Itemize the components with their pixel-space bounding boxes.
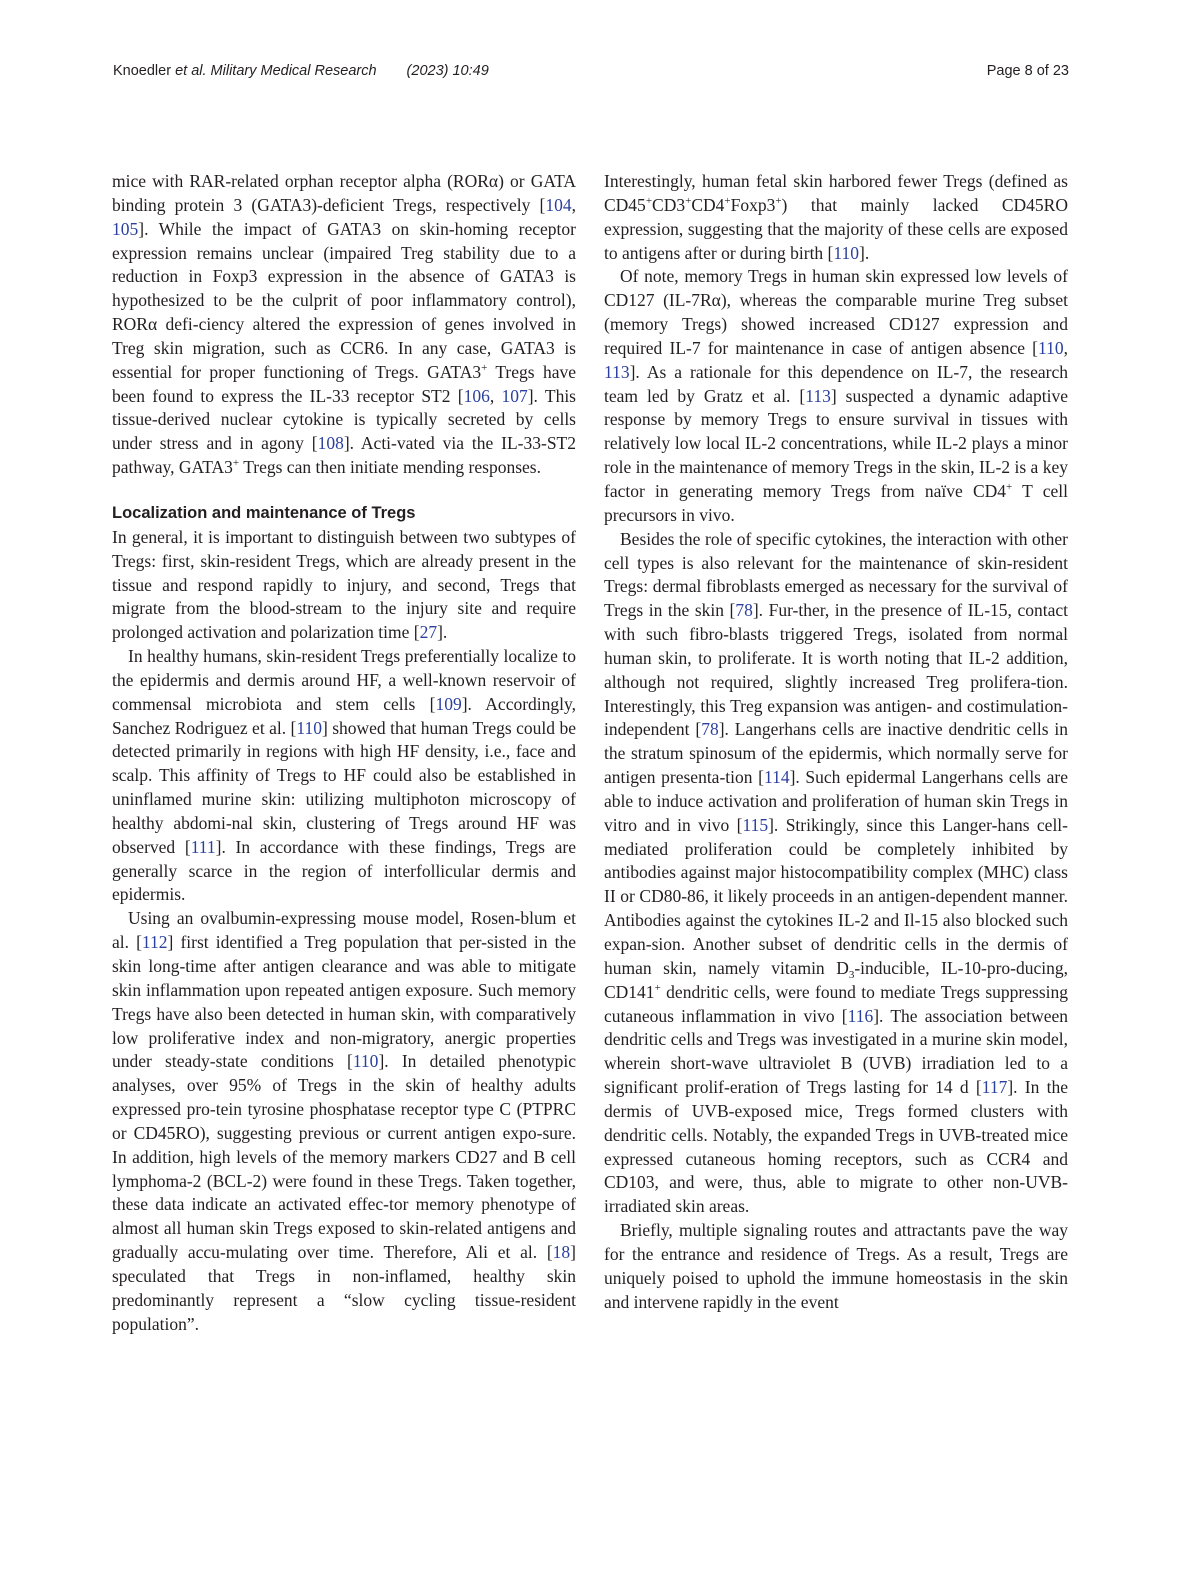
citation-link[interactable]: 115 — [742, 814, 769, 835]
citation-link[interactable]: 104 — [545, 194, 572, 215]
right-column — [604, 170, 1068, 1315]
paragraph: mice with RAR-related orphan receptor alpha (RORα) or GATA binding protein 3 (GATA3)-deficient Tregs, respectively [104, 105]. While the impact of GATA3 on skin-homing receptor expression remains unclear (impaired Treg stability due to a reduction in Foxp3 expression in the absence of GATA3 is hypothesized to be the culprit of poor inflammatory control), RORα defi-ciency altered the expression of genes involved in Treg skin migration, such as CCR6. In any case, GATA3 is essential for proper functioning of Tregs. GATA3+ Tregs have been found to express the IL-33 receptor ST2 [106, 107]. This tissue-derived nuclear cytokine is typically secreted by cells under stress and in agony [108]. Acti-vated via the IL-33-ST2 pathway, GATA3+ Tregs can then initiate mending responses. — [112, 171, 576, 478]
citation-link[interactable]: 116 — [847, 1005, 874, 1026]
citation-link[interactable]: 78 — [735, 600, 753, 621]
header-journal: et al. Military Medical Research — [175, 63, 377, 79]
citation-link[interactable]: 110 — [352, 1051, 379, 1072]
citation-link[interactable]: 78 — [701, 719, 719, 740]
running-header — [113, 63, 1069, 85]
paragraph: Briefly, multiple signaling routes and attractants pave the way for the entrance and residence of Tregs. As a result, Tregs are uniquely poised to uphold the immune homeostasis in the skin and intervene rapidly in the event — [604, 1220, 1068, 1312]
citation-link[interactable]: 113 — [604, 361, 630, 382]
paragraph: In healthy humans, skin-resident Tregs preferentially localize to the epidermis and dermis around HF, a well-known reservoir of commensal microbiota and stem cells [109]. Accordingly, Sanchez Rodriguez et al. [110] showed that human Tregs could be detected primarily in regions with high HF density, i.e., face and scalp. This affinity of Tregs to HF could also be established in uninflamed murine skin: utilizing multiphoton microscopy of healthy abdomi-nal skin, clustering of Tregs around HF was observed [111]. In accordance with these findings, Tregs are generally scarce in the region of interfollicular dermis and epidermis. — [112, 646, 576, 905]
citation-link[interactable]: 113 — [805, 385, 831, 406]
citation-link[interactable]: 106 — [463, 385, 490, 406]
page-number: Page 8 of 23 — [986, 63, 1069, 79]
citation — [113, 63, 489, 79]
paragraph: Using an ovalbumin-expressing mouse model, Rosen-blum et al. [112] first identified a Treg population that per-sisted in the skin long-time after antigen clearance and was able to mitigate skin inflammation upon repeated antigen exposure. Such memory Tregs have also been detected in human skin, with comparatively low proliferative index and non-migratory, anergic properties under steady-state conditions [110]. In detailed phenotypic analyses, over 95% of Tregs in the skin of healthy adults expressed pro-tein tyrosine phosphatase receptor type C (PTPRC or CD45RO), suggesting previous or current antigen expo-sure. In addition, high levels of the memory markers CD27 and B cell lymphoma-2 (BCL-2) were found in these Tregs. Taken together, these data indicate an activated effec-tor memory phenotype of almost all human skin Tregs exposed to skin-related antigens and gradually accu-mulating over time. Therefore, Ali et al. [18] speculated that Tregs in non-inflamed, healthy skin predominantly represent a “slow cycling tissue-resident population”. — [112, 908, 576, 1334]
header-year: (2023) 10:49 — [406, 63, 489, 79]
left-column — [112, 170, 576, 1337]
citation-link[interactable]: 110 — [833, 242, 859, 263]
paragraph: Interestingly, human fetal skin harbored fewer Tregs (defined as CD45+CD3+CD4+Foxp3+) that mainly lacked CD45RO expression, suggesting that the majority of these cells are exposed to antigens after or during birth [110]. — [604, 171, 1068, 263]
citation-link[interactable]: 109 — [435, 693, 462, 714]
paragraph: In general, it is important to distinguish between two subtypes of Tregs: first, skin-resident Tregs, which are already present in the tissue and respond rapidly to injury, and second, Tregs that migrate from the blood-stream to the injury site and require prolonged activation and polarization time [27]. — [112, 526, 576, 643]
citation-link[interactable]: 18 — [552, 1242, 571, 1263]
citation-link[interactable]: 117 — [981, 1077, 1008, 1098]
citation-link[interactable]: 110 — [296, 717, 322, 738]
section-heading: Localization and maintenance of Tregs — [112, 503, 416, 522]
header-author: Knoedler — [113, 63, 176, 79]
paragraph: Besides the role of specific cytokines, the interaction with other cell types is also relevant for the maintenance of skin-resident Tregs: dermal fibroblasts emerged as necessary for the survival of Tregs in the skin [78]. Fur-ther, in the presence of IL-15, contact with such fibro-blasts triggered Tregs, isolated from normal human skin, to proliferate. It is worth noting that IL-2 addition, although not required, slightly increased Treg prolifera-tion. Interestingly, this Treg expansion was antigen- and costimulation-independent [78]. Langerhans cells are inactive dendritic cells in the stratum spinosum of the epidermis, which normally serve for antigen presenta-tion [114]. Such epidermal Langerhans cells are able to induce activation and proliferation of human skin Tregs in vitro and in vivo [115]. Strikingly, since this Langer-hans cell-mediated proliferation could be completely inhibited by antibodies against major histocompatibility complex (MHC) class II or CD80-86, it likely proceeds in an antigen-dependent manner. Antibodies against the cytokines IL-2 and Il-15 also blocked such expan-sion. Another subset of dendritic cells in the dermis of human skin, namely vitamin $D_3$-inducible, IL-10-pro-ducing, CD141+ dendritic cells, were found to mediate Tregs suppressing cutaneous inflammation in vivo [116]. The association between dendritic cells and Tregs was investigated in a murine skin model, wherein short-wave ultraviolet B (UVB) irradiation led to a significant prolif-eration of Tregs lasting for 14 d [117]. In the dermis of UVB-exposed mice, Tregs formed clusters with dendritic cells. Notably, the expanded Tregs in UVB-treated mice expressed cutaneous homing receptors, such as CCR4 and CD103, and were, thus, able to migrate to other non-UVB-irradiated skin areas. — [604, 528, 1068, 1217]
citation-link[interactable]: 114 — [763, 767, 790, 788]
citation-link[interactable]: 107 — [501, 385, 528, 406]
citation-link[interactable]: 110 — [1038, 337, 1064, 358]
citation-link[interactable]: 105 — [112, 218, 139, 239]
paragraph: Of note, memory Tregs in human skin expressed low levels of CD127 (IL-7Rα), whereas the comparable murine Treg subset (memory Tregs) showed increased CD127 expression and required IL-7 for maintenance in case of antigen absence [110, 113]. As a rationale for this dependence on IL-7, the research team led by Gratz et al. [113] suspected a dynamic adaptive response by memory Tregs to ensure survival in tissues with relatively low local IL-2 concentrations, while IL-2 plays a minor role in the maintenance of memory Tregs in the skin, IL-2 is a key factor in generating memory Tregs from naïve CD4+ T cell precursors in vivo. — [604, 266, 1068, 525]
citation-link[interactable]: 111 — [190, 836, 216, 857]
citation-link[interactable]: 108 — [317, 433, 344, 454]
citation-link[interactable]: 112 — [141, 932, 168, 953]
citation-link[interactable]: 27 — [419, 622, 438, 643]
